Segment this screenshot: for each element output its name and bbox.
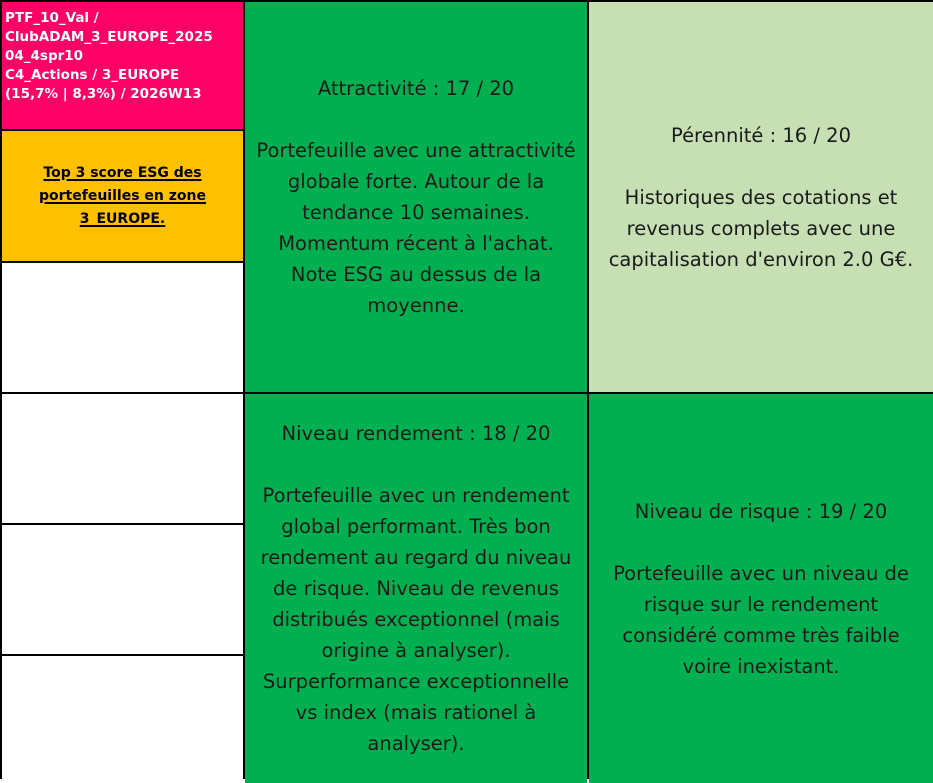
portfolio-title-line: C4_Actions / 3_EUROPE — [5, 67, 180, 83]
empty-cell — [2, 394, 243, 523]
attractivite-score-cell — [245, 2, 587, 392]
risque-heading: Niveau de risque : 19 / 20 — [634, 499, 888, 523]
portfolio-title — [2, 2, 243, 129]
portfolio-title-line: ClubADAM_3_EUROPE_2025 — [5, 29, 213, 45]
rendement-score-cell — [245, 394, 587, 783]
rendement-heading: Niveau rendement : 18 / 20 — [281, 422, 551, 445]
attractivite-description: Portefeuille avec une attractivité globale forte. Autour de la tendance 10 semaines. Momentum récent à l'achat. Note ESG au dessus de la moyenne. — [256, 139, 576, 317]
risque-description: Portefeuille avec un niveau de risque sur le rendement considéré comme très faible voire inexistant. — [613, 561, 909, 678]
portfolio-title-line: (15,7% | 8,3%) / 2026W13 — [5, 86, 202, 102]
perennite-description: Historiques des cotations et revenus complets avec une capitalisation d'environ 2.0 G€. — [608, 185, 914, 271]
empty-cell — [2, 525, 243, 654]
perennite-score-cell — [589, 2, 933, 392]
perennite-heading: Pérennité : 16 / 20 — [671, 123, 851, 147]
portfolio-title-line: 04_4spr10 — [5, 48, 84, 64]
empty-cell — [2, 263, 243, 392]
top3-esg-link[interactable]: Top 3 score ESG des portefeuilles en zone 3_EUROPE. — [39, 164, 206, 227]
top3-esg-cell — [2, 131, 243, 261]
risque-score-cell — [589, 394, 933, 783]
attractivite-heading: Attractivité : 17 / 20 — [317, 77, 515, 100]
empty-cell — [2, 656, 243, 783]
rendement-description: Portefeuille avec un rendement global performant. Très bon rendement au regard du niveau de risque. Niveau de revenus distribués exceptionnel (mais origine à analyser). Surperformance exceptionnelle vs index (mais rationel à analyser). — [260, 484, 572, 755]
portfolio-title-line: PTF_10_Val / — [5, 10, 99, 26]
